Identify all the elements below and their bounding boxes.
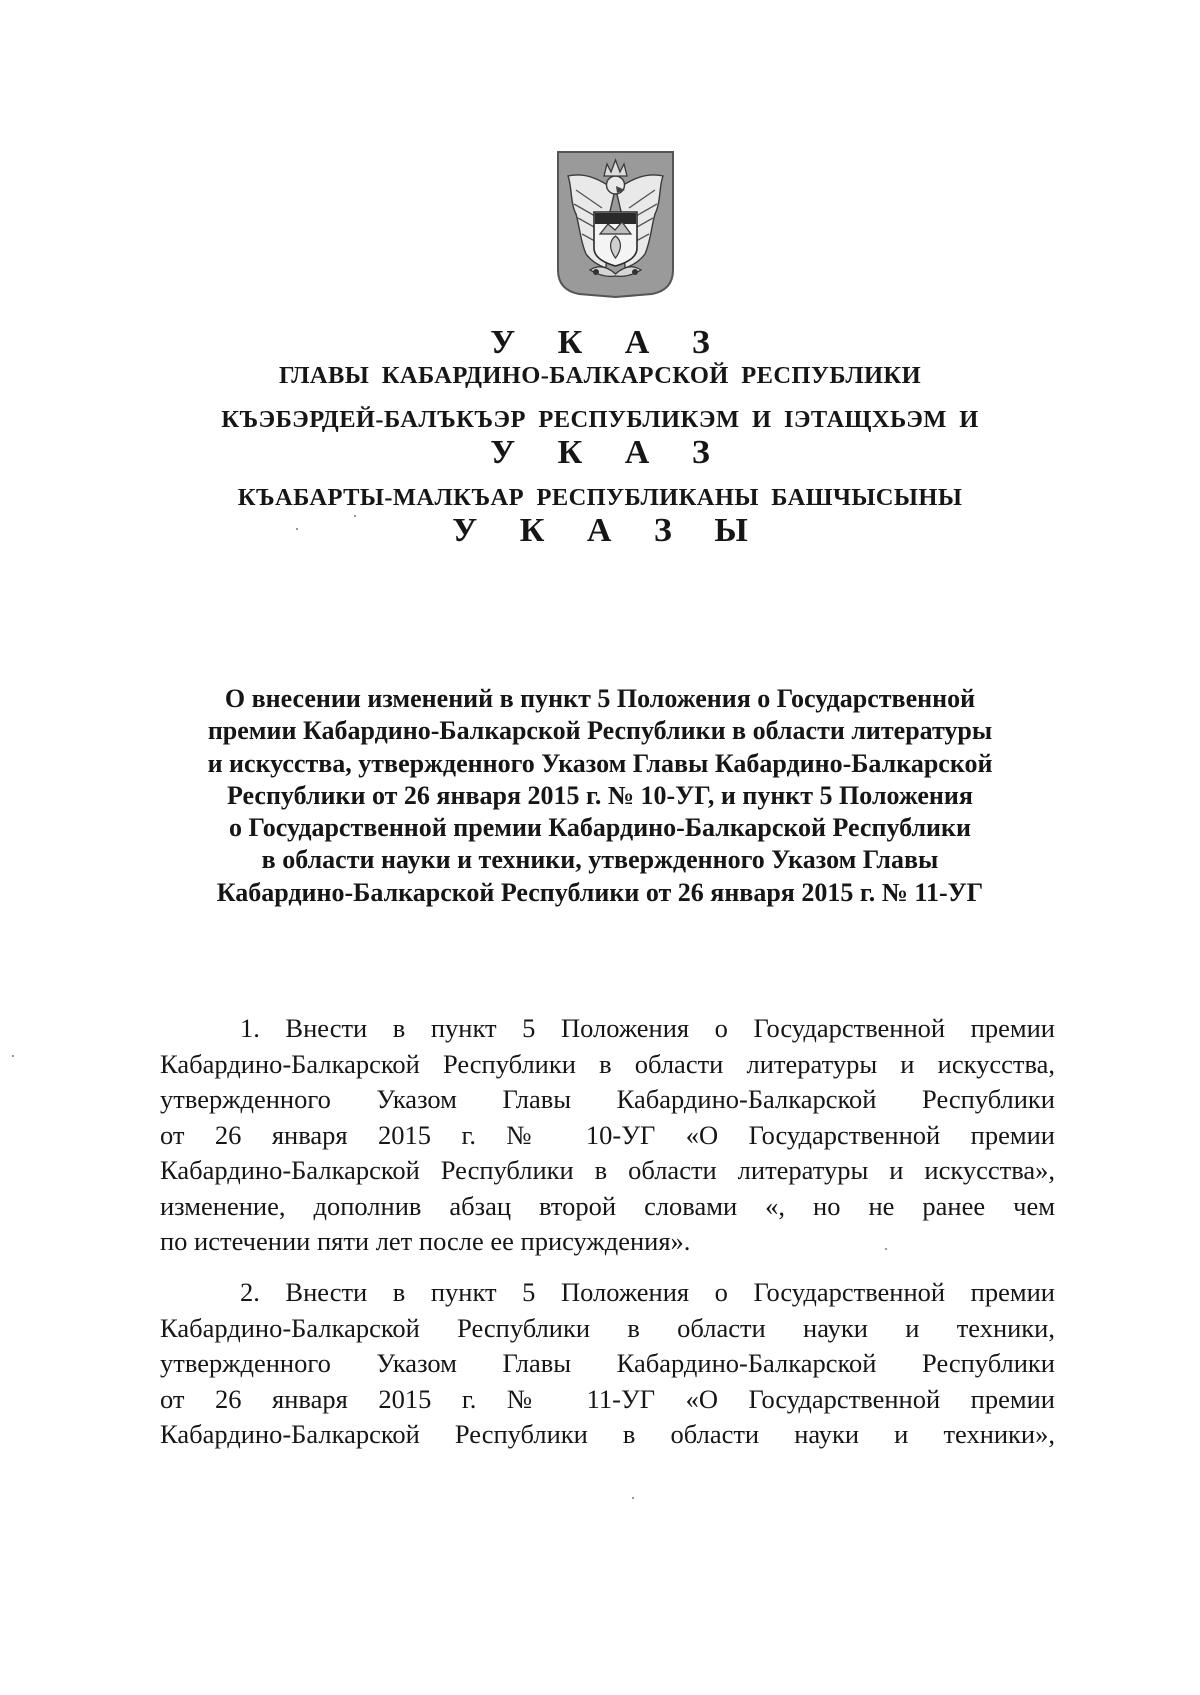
coat-of-arms-icon (556, 150, 675, 298)
title-line: премии Кабардино-Балкарской Республики в области литературы (207, 716, 993, 746)
scan-speck (632, 1497, 634, 1499)
paragraph-1 (160, 1011, 1055, 1260)
paragraph-line: изменение, дополнив абзац второй словами «, но не ранее чем (160, 1190, 1055, 1221)
paragraph-line: Кабардино-Балкарской Республики в области литературы и искусства, (160, 1048, 1055, 1079)
head-title-krc: КЪАБАРТЫ-МАЛКЪАР РЕСПУБЛИКАНЫ БАШЧЫСЫНЫ (237, 484, 963, 511)
paragraph-line: 1. Внести в пункт 5 Положения о Государственной премии (240, 1013, 1055, 1043)
head-title-kbd: КЪЭБЭРДЕЙ-БАЛЪКЪЭР РЕСПУБЛИКЭМ И ІЭТАЩХЬЭМ И (221, 406, 979, 433)
paragraph-line: Кабардино-Балкарской Республики в области науки и техники», (160, 1419, 1055, 1449)
scan-speck (885, 1248, 887, 1250)
ukaz-heading-kbd: У К А З (490, 434, 727, 471)
ukaz-heading-ru: У К А З (490, 324, 727, 361)
paragraph-line: Кабардино-Балкарской Республики в области науки и техники, (160, 1312, 1055, 1343)
scan-speck (296, 528, 298, 530)
title-line: и искусства, утвержденного Указом Главы Кабардино-Балкарской (207, 748, 993, 778)
title-line: Республики от 26 января 2015 г. № 10-УГ, и пункт 5 Положения (227, 780, 973, 810)
head-title-ru: ГЛАВЫ КАБАРДИНО-БАЛКАРСКОЙ РЕСПУБЛИКИ (278, 362, 922, 389)
paragraph-line: утвержденного Указом Главы Кабардино-Балкарской Республики (160, 1348, 1055, 1378)
paragraph-2 (160, 1275, 1055, 1453)
paragraph-line: 2. Внести в пункт 5 Положения о Государственной премии (240, 1277, 1055, 1307)
title-line: в области науки и техники, утвержденного Указом Главы (261, 845, 939, 875)
scan-speck (354, 515, 356, 517)
title-line: О внесении изменений в пункт 5 Положения о Государственной (224, 684, 976, 713)
title-line: Кабардино-Балкарской Республики от 26 января 2015 г. № 11-УГ (216, 877, 984, 907)
paragraph-line: Кабардино-Балкарской Республики в области литературы и искусства», (160, 1155, 1055, 1185)
scan-speck (12, 1055, 14, 1057)
decree-title (0, 683, 1200, 909)
paragraph-line: от 26 января 2015 г. № 10-УГ «О Государственной премии (160, 1119, 1055, 1150)
paragraph-line: от 26 января 2015 г. № 11-УГ «О Государственной премии (160, 1383, 1055, 1414)
ukaz-heading-krc: У К А З Ы (452, 512, 765, 549)
paragraph-line: по истечении пяти лет после ее присуждения». (160, 1226, 691, 1256)
paragraph-line: утвержденного Указом Главы Кабардино-Балкарской Республики (160, 1084, 1055, 1114)
title-line: о Государственной премии Кабардино-Балкарской Республики (229, 813, 971, 843)
